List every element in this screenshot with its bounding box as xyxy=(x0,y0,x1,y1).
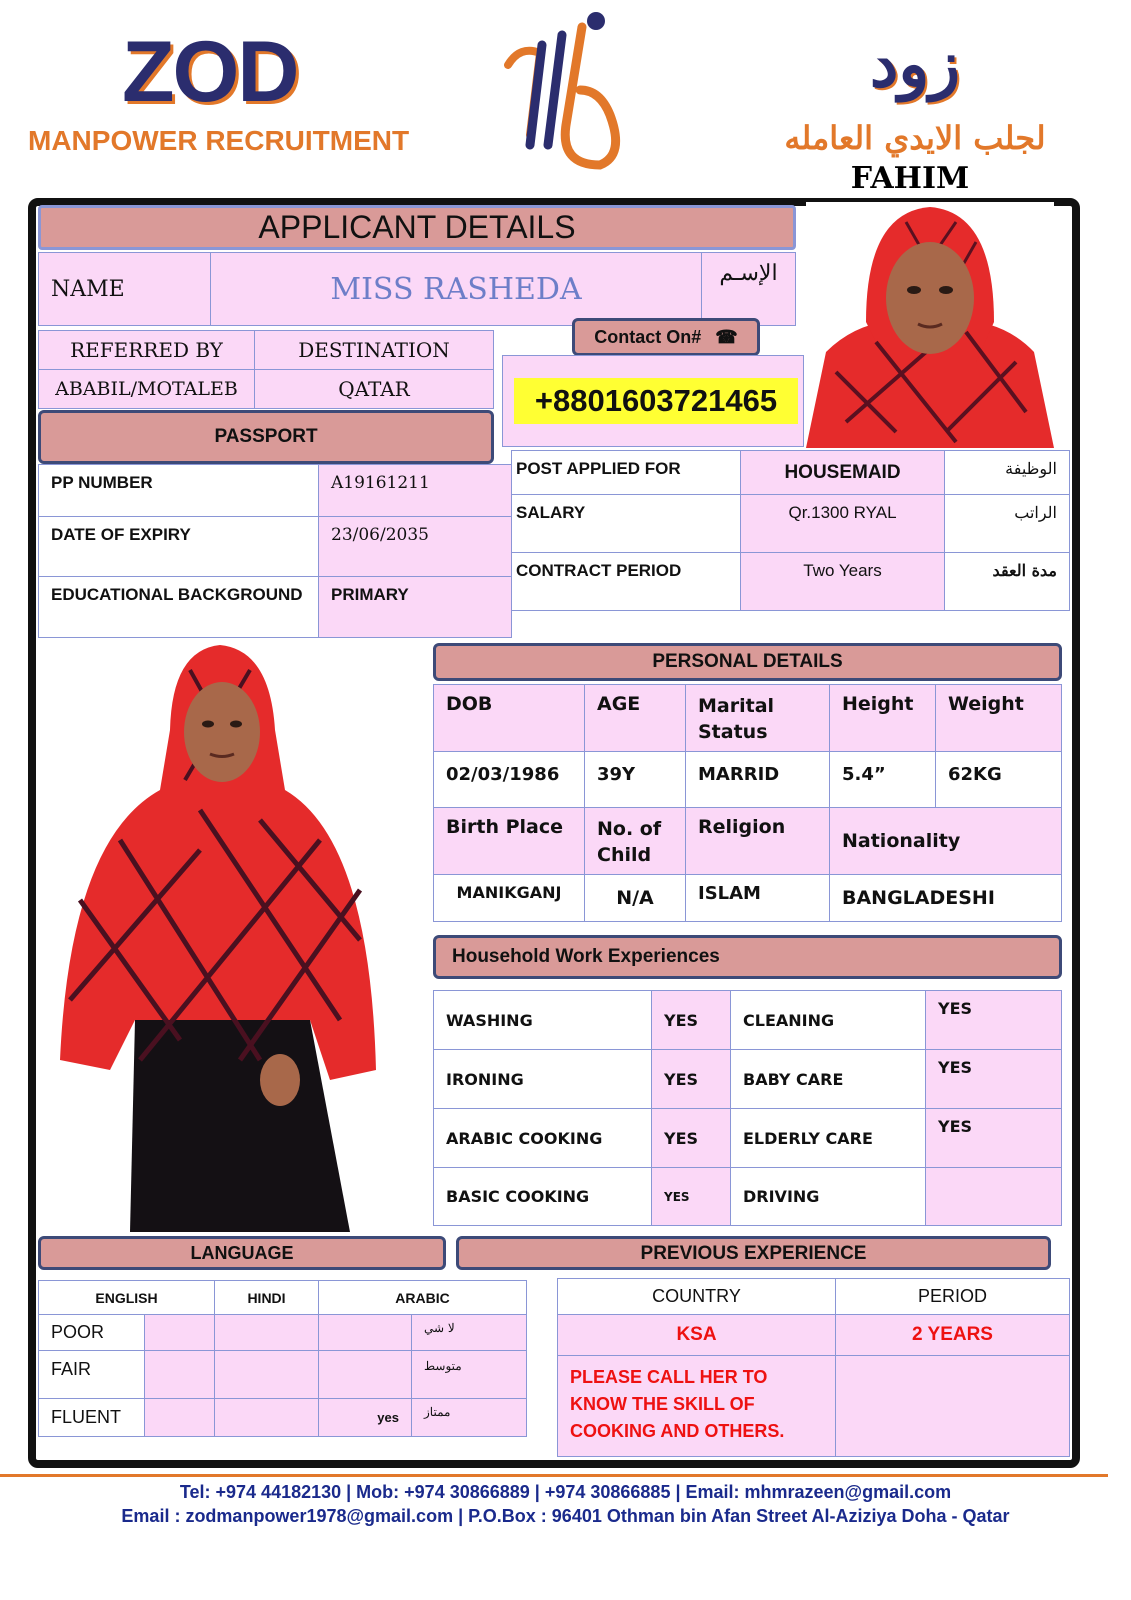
fluent-arabic-label: ممتاز xyxy=(424,1405,451,1419)
elderly-care-label: ELDERLY CARE xyxy=(743,1128,873,1148)
birthplace-value-cell xyxy=(433,874,585,922)
arabic-header: ARABIC xyxy=(395,1289,450,1306)
marital-label-cell xyxy=(685,684,830,752)
poor-label: POOR xyxy=(51,1322,105,1342)
contact-number[interactable]: +8801603721465 xyxy=(514,378,798,424)
language-header xyxy=(38,1236,446,1270)
lang-header-english xyxy=(38,1280,215,1315)
edu-value: PRIMARY xyxy=(331,585,409,604)
household-title: Household Work Experiences xyxy=(452,946,720,967)
hw-row2-value2 xyxy=(925,1049,1062,1109)
lang-fluent-arabic xyxy=(318,1398,412,1437)
name-arabic-label: الإسـم xyxy=(719,261,778,286)
household-header xyxy=(433,935,1062,979)
birthplace-value: MANIKGANJ xyxy=(456,883,562,902)
post-arabic-cell xyxy=(944,450,1070,495)
age-label-cell xyxy=(584,684,686,752)
marital-value-cell xyxy=(685,751,830,808)
expiry-label-cell xyxy=(38,516,319,577)
hindi-header: HINDI xyxy=(247,1289,286,1306)
lang-poor-level xyxy=(38,1314,145,1351)
arabic-cooking-label: ARABIC COOKING xyxy=(446,1128,603,1148)
contract-label: CONTRACT PERIOD xyxy=(516,561,682,580)
country-label: COUNTRY xyxy=(652,1286,741,1306)
hw-row1-value2 xyxy=(925,990,1062,1050)
religion-label: Religion xyxy=(698,816,786,838)
birthplace-label: Birth Place xyxy=(446,816,563,838)
fair-label: FAIR xyxy=(51,1359,92,1379)
lang-poor-hindi xyxy=(214,1314,319,1351)
driving-label: DRIVING xyxy=(743,1187,820,1206)
hw-row4-value2 xyxy=(925,1167,1062,1226)
referred-value-cell xyxy=(38,369,255,409)
age-label: AGE xyxy=(597,693,641,715)
phone-icon: ☎ xyxy=(715,326,738,347)
children-value: N/A xyxy=(616,887,654,909)
lang-poor-arabic-level xyxy=(411,1314,527,1351)
height-value: 5.4” xyxy=(842,764,886,785)
weight-value-cell xyxy=(935,751,1062,808)
elderly-care-value: YES xyxy=(938,1117,973,1136)
salary-label-cell xyxy=(511,494,741,553)
contract-label-cell xyxy=(511,552,741,611)
lang-fluent-arabic-level xyxy=(411,1398,527,1437)
prev-country-value-cell xyxy=(557,1314,836,1356)
footer-contact-line: Tel: +974 44182130 | Mob: +974 30866889 | +974 30866885 | Email: mhmrazeen@gmail.com xyxy=(179,1482,952,1502)
agent-name: FAHIM xyxy=(850,161,970,196)
applicant-portrait-photo xyxy=(806,202,1054,448)
marital-value: MARRID xyxy=(698,764,780,785)
name-value: MISS RASHEDA xyxy=(330,271,582,307)
english-header: ENGLISH xyxy=(95,1289,158,1306)
hw-row4-value xyxy=(651,1167,731,1226)
religion-value: ISLAM xyxy=(698,883,761,904)
lang-fair-level xyxy=(38,1350,145,1399)
lang-header-hindi xyxy=(214,1280,319,1315)
prev-period-value-cell xyxy=(835,1314,1070,1356)
lang-fair-arabic xyxy=(318,1350,412,1399)
children-label-cell xyxy=(584,807,686,875)
lang-fair-arabic-level xyxy=(411,1350,527,1399)
dob-value-cell xyxy=(433,751,585,808)
lang-fair-english xyxy=(144,1350,215,1399)
destination-label: DESTINATION xyxy=(298,338,450,362)
post-value-cell xyxy=(740,450,945,495)
contract-arabic-cell xyxy=(944,552,1070,611)
hw-row4-skill2 xyxy=(730,1167,926,1226)
basic-cooking-value: YES xyxy=(664,1189,690,1204)
lang-header-arabic xyxy=(318,1280,527,1315)
destination-value-cell xyxy=(254,369,494,409)
post-value: HOUSEMAID xyxy=(784,461,901,483)
post-arabic-label: الوظيفة xyxy=(1005,459,1057,478)
lang-fluent-hindi xyxy=(214,1398,319,1437)
hw-row3-skill2 xyxy=(730,1108,926,1168)
previous-note: PLEASE CALL HER TO KNOW THE SKILL OF COOKING AND OTHERS. xyxy=(570,1367,785,1441)
hw-row4-skill xyxy=(433,1167,652,1226)
expiry-label: DATE OF EXPIRY xyxy=(51,525,191,544)
name-label: NAME xyxy=(51,276,125,302)
hw-row1-value xyxy=(651,990,731,1050)
edu-label: EDUCATIONAL BACKGROUND xyxy=(51,585,303,604)
height-label-cell xyxy=(829,684,936,752)
dob-label-cell xyxy=(433,684,585,752)
passport-title: PASSPORT xyxy=(214,426,318,447)
dob-value: 02/03/1986 xyxy=(446,764,560,785)
arabic-cooking-value: YES xyxy=(664,1128,699,1148)
name-arabic-cell xyxy=(701,252,796,326)
destination-label-cell xyxy=(254,330,494,370)
expiry-value-cell xyxy=(318,516,512,577)
age-value: 39Y xyxy=(597,764,636,785)
basic-cooking-label: BASIC COOKING xyxy=(446,1187,590,1206)
hw-row1-skill2 xyxy=(730,990,926,1050)
prev-period-label-cell xyxy=(835,1278,1070,1315)
birthplace-label-cell xyxy=(433,807,585,875)
weight-label: Weight xyxy=(948,693,1024,715)
post-label: POST APPLIED FOR xyxy=(516,459,681,478)
pp-value-cell xyxy=(318,464,512,517)
brand-subtitle: MANPOWER RECRUITMENT xyxy=(28,125,410,156)
referred-label: REFERRED BY xyxy=(70,338,223,362)
contract-value: Two Years xyxy=(803,561,882,580)
destination-value: QATAR xyxy=(338,377,410,401)
expiry-value: 23/06/2035 xyxy=(331,525,429,545)
period-label: PERIOD xyxy=(917,1286,987,1306)
nationality-value: BANGLADESHI xyxy=(842,887,995,909)
nationality-value-cell xyxy=(829,874,1062,922)
company-logo-icon xyxy=(500,5,635,175)
poor-arabic-label: لا شي xyxy=(424,1321,455,1335)
marital-label: Marital Status xyxy=(698,695,775,743)
baby-care-label: BABY CARE xyxy=(743,1069,844,1089)
contact-label: Contact On# xyxy=(594,326,702,347)
arabic-brand: زود xyxy=(869,27,961,102)
brand-logo-text: ZOD xyxy=(122,24,298,120)
salary-arabic-label: الراتب xyxy=(1014,503,1057,522)
hw-row2-value xyxy=(651,1049,731,1109)
contract-value-cell xyxy=(740,552,945,611)
name-value-cell xyxy=(210,252,702,326)
name-label-cell xyxy=(38,252,211,326)
prev-empty-cell xyxy=(835,1355,1070,1457)
dob-label: DOB xyxy=(446,693,493,715)
nationality-label-cell xyxy=(829,807,1062,875)
salary-value: Qr.1300 RYAL xyxy=(788,503,897,522)
children-value-cell xyxy=(584,874,686,922)
weight-label-cell xyxy=(935,684,1062,752)
language-title: LANGUAGE xyxy=(190,1242,294,1263)
prev-note-cell xyxy=(557,1355,836,1457)
washing-label: WASHING xyxy=(446,1010,533,1030)
religion-label-cell xyxy=(685,807,830,875)
age-value-cell xyxy=(584,751,686,808)
pp-label-cell xyxy=(38,464,319,517)
lang-poor-arabic xyxy=(318,1314,412,1351)
nationality-label: Nationality xyxy=(842,830,961,852)
passport-header xyxy=(38,410,494,464)
height-value-cell xyxy=(829,751,936,808)
children-label: No. of Child xyxy=(597,818,662,866)
applicant-full-photo xyxy=(60,640,380,1232)
referred-label-cell xyxy=(38,330,255,370)
prev-country-label-cell xyxy=(557,1278,836,1315)
lang-poor-english xyxy=(144,1314,215,1351)
weight-value: 62KG xyxy=(948,764,1002,785)
previous-experience-header xyxy=(456,1236,1051,1270)
country-value: KSA xyxy=(676,1324,717,1345)
hw-row2-skill2 xyxy=(730,1049,926,1109)
baby-care-value: YES xyxy=(938,1058,973,1077)
personal-details-header xyxy=(433,643,1062,681)
footer-address-line: Email : zodmanpower1978@gmail.com | P.O.Box : 96401 Othman bin Afan Street Al-Aziziya Doha - Qatar xyxy=(121,1506,1010,1526)
footer-divider xyxy=(0,1474,1108,1477)
salary-label: SALARY xyxy=(516,503,586,522)
hw-row3-skill xyxy=(433,1108,652,1168)
edu-value-cell xyxy=(318,576,512,638)
salary-arabic-cell xyxy=(944,494,1070,553)
lang-fair-hindi xyxy=(214,1350,319,1399)
referred-value: ABABIL/MOTALEB xyxy=(55,378,238,400)
arabic-subtitle: لجلب الايدي العامله xyxy=(784,119,1046,157)
cleaning-label: CLEANING xyxy=(743,1010,835,1030)
previous-experience-title: PREVIOUS EXPERIENCE xyxy=(640,1243,867,1264)
applicant-details-header xyxy=(38,205,796,250)
religion-value-cell xyxy=(685,874,830,922)
fair-arabic-label: متوسط xyxy=(424,1359,462,1373)
height-label: Height xyxy=(842,693,914,715)
contract-arabic-label: مدة العقد xyxy=(992,561,1057,580)
hw-row2-skill xyxy=(433,1049,652,1109)
contact-header xyxy=(572,318,760,356)
lang-fluent-level xyxy=(38,1398,145,1437)
fluent-arabic: yes xyxy=(377,1410,399,1425)
pp-value: A19161211 xyxy=(331,473,430,493)
applicant-details-title: APPLICANT DETAILS xyxy=(258,209,576,245)
period-value: 2 YEARS xyxy=(912,1324,993,1345)
hw-row1-skill xyxy=(433,990,652,1050)
hw-row3-value2 xyxy=(925,1108,1062,1168)
salary-value-cell xyxy=(740,494,945,553)
edu-label-cell xyxy=(38,576,319,638)
fluent-label: FLUENT xyxy=(51,1407,122,1427)
ironing-label: IRONING xyxy=(446,1069,524,1089)
cleaning-value: YES xyxy=(938,999,973,1018)
ironing-value: YES xyxy=(664,1069,699,1089)
lang-fluent-english xyxy=(144,1398,215,1437)
pp-label: PP NUMBER xyxy=(51,473,153,492)
hw-row3-value xyxy=(651,1108,731,1168)
post-label-cell xyxy=(511,450,741,495)
washing-value: YES xyxy=(664,1010,699,1030)
personal-details-title: PERSONAL DETAILS xyxy=(652,651,843,672)
